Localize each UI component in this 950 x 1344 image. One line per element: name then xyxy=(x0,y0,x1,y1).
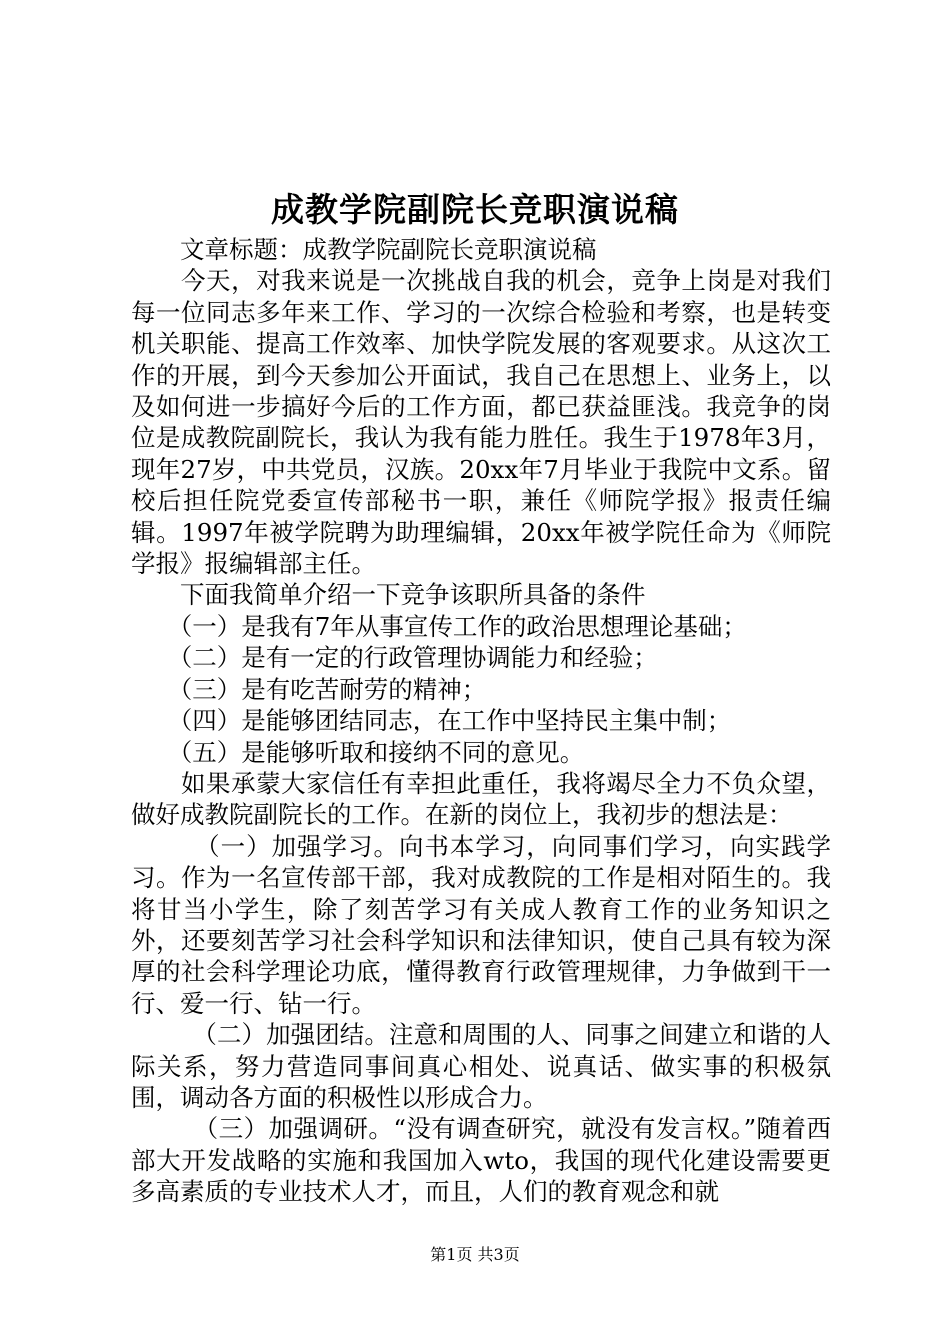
paragraph-condition-2: （二）是有一定的行政管理协调能力和经验； xyxy=(131,643,658,673)
document-body xyxy=(131,234,831,1208)
document-title: 成教学院副院长竞职演说稿 xyxy=(271,190,679,229)
paragraph-conditions-intro: 下面我简单介绍一下竞争该职所具备的条件 xyxy=(131,580,646,610)
paragraph-plan-unity: （二）加强团结。注意和周围的人、同事之间建立和谐的人际关系，努力营造同事间真心相处、说真话、做实事的积极氛围，调动各方面的积极性以形成合力。 xyxy=(131,1020,831,1112)
paragraph-condition-5: （五）是能够听取和接纳不同的意见。 xyxy=(131,737,585,767)
paragraph-condition-4: （四）是能够团结同志，在工作中坚持民主集中制； xyxy=(131,706,732,736)
paragraph-introduction: 今天，对我来说是一次挑战自我的机会，竞争上岗是对我们每一位同志多年来工作、学习的一次综合检验和考察，也是转变机关职能、提高工作效率、加快学院发展的客观要求。从这次工作的开展，到今天参加公开面试，我自己在思想上、业务上，以及如何进一步搞好今后的工作方面，都已获益匪浅。我竞争的岗位是成教院副院长，我认为我有能力胜任。我生于1978年3月，现年27岁，中共党员，汉族。20xx年7月毕业于我院中文系。留校后担任院党委宣传部秘书一职，兼任《师院学报》报责任编辑。1997年被学院聘为助理编辑，20xx年被学院任命为《师院学报》报编辑部主任。 xyxy=(131,266,831,579)
paragraph-condition-1: （一）是我有7年从事宣传工作的政治思想理论基础； xyxy=(131,611,747,641)
paragraph-article-title: 文章标题：成教学院副院长竞职演说稿 xyxy=(131,235,597,264)
page-footer: 第1页 共3页 xyxy=(430,1245,520,1264)
paragraph-plan-study: （一）加强学习。向书本学习，向同事们学习，向实践学习。作为一名宣传部干部，我对成教院的工作是相对陌生的。我将甘当小学生，除了刻苦学习有关成人教育工作的业务知识之外，还要刻苦学习社会科学知识和法律知识，使自己具有较为深厚的社会科学理论功底，懂得教育行政管理规律，力争做到干一行、爱一行、钻一行。 xyxy=(131,831,831,1018)
paragraph-plan-research: （三）加强调研。“没有调查研究，就没有发言权。”随着西部大开发战略的实施和我国加入wto，我国的现代化建设需要更多高素质的专业技术人才，而且，人们的教育观念和就 xyxy=(131,1114,831,1207)
paragraph-condition-3: （三）是有吃苦耐劳的精神； xyxy=(131,674,487,704)
paragraph-plan-intro: 如果承蒙大家信任有幸担此重任，我将竭尽全力不负众望，做好成教院副院长的工作。在新的岗位上，我初步的想法是： xyxy=(131,768,831,830)
